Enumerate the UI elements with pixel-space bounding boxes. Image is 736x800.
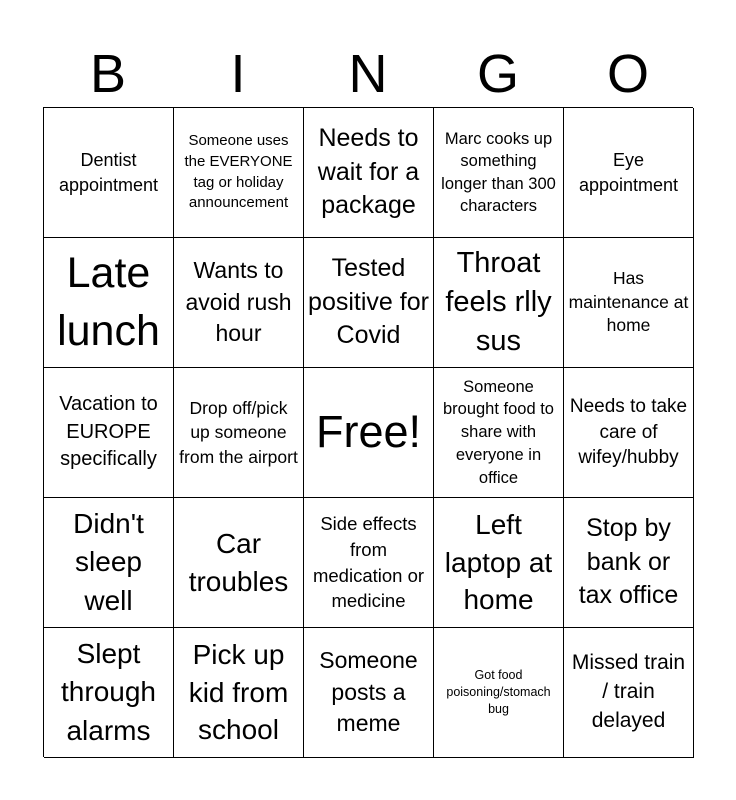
bingo-cell-text: Needs to take care of wifey/hubby — [569, 396, 688, 469]
header-letter-o: O — [606, 44, 649, 104]
bingo-cell-text: Tested positive for Covid — [308, 253, 429, 350]
bingo-cell-text: Free! — [315, 406, 422, 458]
bingo-cell-text: Throat feels rlly sus — [445, 246, 552, 358]
bingo-cell-text: Someone brought food to share with everyone in office — [442, 377, 554, 487]
bingo-cell[interactable] — [44, 628, 174, 758]
bingo-cell-text: Has maintenance at home — [568, 268, 689, 336]
bingo-cell[interactable] — [564, 238, 694, 368]
bingo-cell[interactable] — [434, 108, 564, 238]
bingo-cell[interactable] — [304, 628, 434, 758]
bingo-cell-text: Someone uses the EVERYONE tag or holiday announcement — [184, 132, 293, 212]
bingo-cell-text: Car troubles — [188, 527, 289, 597]
bingo-cell[interactable] — [304, 368, 434, 498]
header-letter-g: G — [476, 44, 519, 104]
bingo-cell[interactable] — [304, 108, 434, 238]
bingo-cell-text: Dentist appointment — [58, 150, 159, 195]
bingo-cell-text: Eye appointment — [578, 150, 679, 195]
bingo-cell-text: Drop off/pick up someone from the airport — [179, 398, 298, 467]
header-letter-n: N — [348, 44, 388, 104]
bingo-cell-text: Left laptop at home — [444, 508, 553, 616]
bingo-cell-text: Got food poisoning/stomach bug — [446, 668, 551, 716]
bingo-cell[interactable] — [304, 498, 434, 628]
bingo-cell[interactable] — [434, 368, 564, 498]
bingo-cell-text: Wants to avoid rush hour — [185, 256, 292, 347]
bingo-cell[interactable] — [174, 498, 304, 628]
bingo-cell[interactable] — [44, 108, 174, 238]
bingo-cell[interactable] — [434, 238, 564, 368]
bingo-cell-text: Missed train / train delayed — [571, 651, 686, 732]
bingo-cell[interactable] — [564, 368, 694, 498]
header-letter-b: B — [89, 44, 127, 104]
bingo-cell[interactable] — [564, 108, 694, 238]
bingo-cell-text: Needs to wait for a package — [317, 123, 420, 220]
bingo-cell-text: Side effects from medication or medicine — [312, 513, 425, 612]
bingo-cell[interactable] — [434, 498, 564, 628]
bingo-cell-text: Pick up kid from school — [188, 638, 289, 746]
header-letter-i: I — [230, 44, 246, 104]
bingo-card-grid — [43, 107, 693, 757]
bingo-cell[interactable] — [174, 628, 304, 758]
bingo-cell-text: Slept through alarms — [61, 637, 156, 746]
bingo-cell[interactable] — [44, 368, 174, 498]
bingo-cell[interactable] — [44, 238, 174, 368]
bingo-cell[interactable] — [564, 498, 694, 628]
bingo-cell[interactable] — [434, 628, 564, 758]
bingo-cell[interactable] — [174, 108, 304, 238]
bingo-cell[interactable] — [44, 498, 174, 628]
bingo-cell-text: Late lunch — [57, 249, 160, 355]
bingo-cell-text: Vacation to EUROPE specifically — [59, 393, 158, 471]
bingo-cell-text: Someone posts a meme — [319, 646, 418, 737]
bingo-cell-text: Marc cooks up something longer than 300 characters — [441, 129, 556, 215]
bingo-cell-text: Stop by bank or tax office — [578, 513, 679, 610]
bingo-cell[interactable] — [174, 368, 304, 498]
bingo-cell[interactable] — [564, 628, 694, 758]
bingo-cell[interactable] — [174, 238, 304, 368]
bingo-cell[interactable] — [304, 238, 434, 368]
bingo-header — [43, 40, 693, 108]
bingo-cell-text: Didn't sleep well — [73, 507, 144, 616]
